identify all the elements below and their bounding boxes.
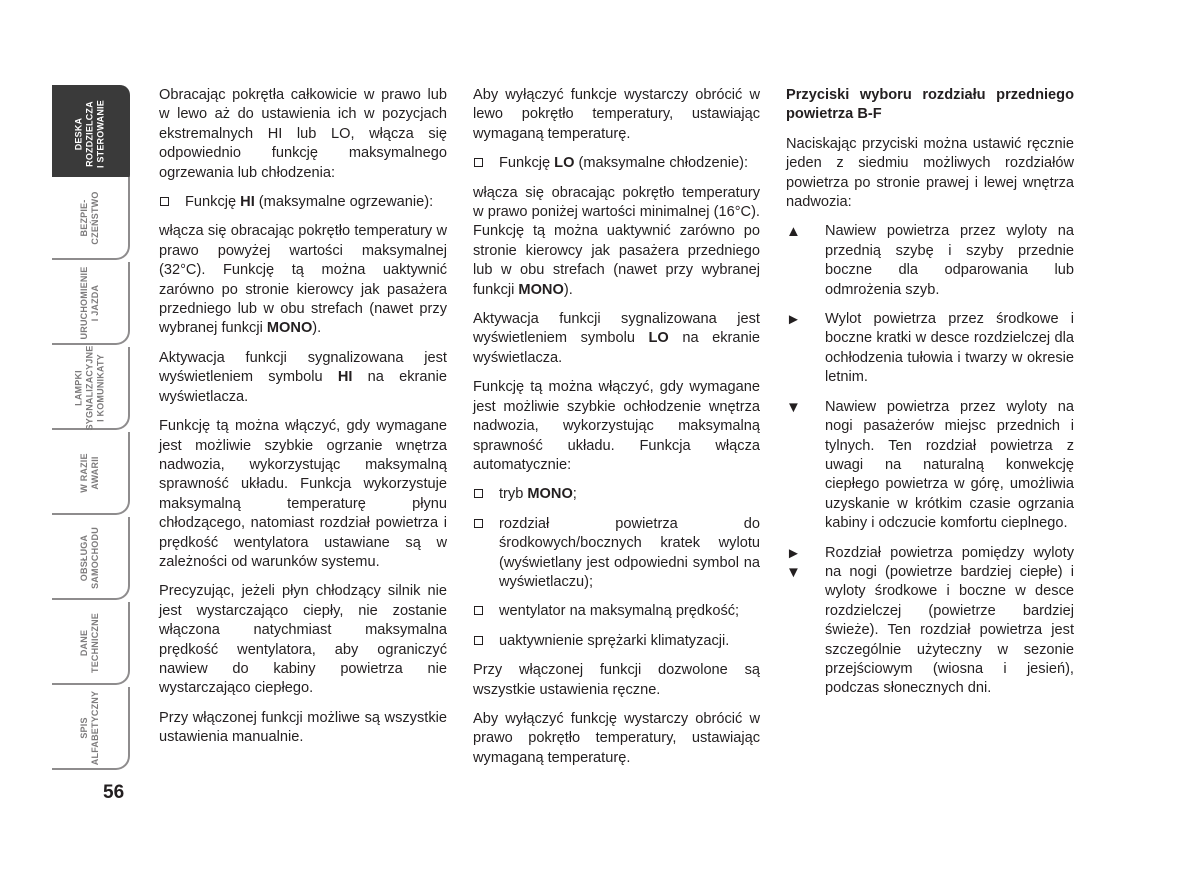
text: Aktywacja funkcji sygnalizowana jest wyświetleniem symbolu [159,349,447,386]
text: wentylator na maksymalną prędkość; [499,603,740,620]
text-column-3 [786,86,1074,709]
tab-deska-rozdzielcza[interactable] [52,85,130,185]
text: włącza się obracając pokrętło temperatury w prawo poniżej wartości minimalnej (16°C). Funkcję tą można uaktywnić zarówno po stronie kierowcy jak pasażera przedniego lub w obu strefach (nawet przy wybranej funkcji [473,184,760,298]
bullet-lo [473,154,760,173]
text: Nawiew powietrza przez wyloty na przednią szybę i szyby przednie boczne dla odparowania lub odmrożenia szyb. [825,223,1074,298]
text: ). [563,281,573,298]
text-column-2 [473,86,760,778]
tab-label-line: I KOMUNIKATY [95,353,106,422]
list-item [473,515,760,593]
tab-label-line: OBSŁUGA [79,534,89,581]
paragraph: Funkcję tą można włączyć, gdy wymagane jest możliwie szybkie ochłodzenie wnętrza nadwozia, wykorzystując maksymalną sprawność układu. Funkcja włącza automatycznie: [473,379,760,473]
text-column-1 [159,86,447,758]
tab-lampki-sygnalizacyjne[interactable] [52,347,130,430]
text: Rozdział powietrza pomiędzy wyloty na nogi (powietrze bardziej ciepłe) i wyloty środkowe i boczne w desce rozdzielczej (powietrze bardziej świeże). Ten rozdział powietrza jest szczególnie użyteczny w sezonie przejściowym (wiosna i jesień), podczas słonecznych dni. [825,544,1074,697]
bold-text: MONO [527,486,573,503]
bold-text: MONO [266,320,313,337]
list-item [786,310,1074,388]
checkbox-bullet-icon [474,636,483,645]
tab-label-line: I JAZDA [90,284,100,321]
chapter-tabs [52,85,132,775]
text: uaktywnienie sprężarki klimatyzacji. [499,632,730,649]
tab-label-line: CZEŃSTWO [90,190,100,245]
paragraph [159,349,447,407]
list-item [786,398,1074,534]
paragraph: Precyzując, jeżeli płyn chłodzący silnik nie jest wystarczająco ciepły, nie zostanie włączona natychmiast maksymalna prędkość wentylatora, aby ograniczyć nawiew do kabiny powietrza nie wystarczająco ciepłego. [159,583,447,697]
paragraph: Obracając pokrętła całkowicie w prawo lub w lewo aż do ustawienia ich w pozycjach ekstremalnych HI lub LO, włącza się odpowiednio funkcję maksymalnego ogrzewania lub chłodzenia: [159,87,447,181]
tab-label-line: SYGNALIZACYJNE [84,345,95,430]
paragraph: Naciskając przyciski można ustawić ręcznie jeden z siedmiu możliwych rozdziałów powietrza po stronie prawej i lewej wnętrza nadwozia: [786,135,1074,211]
tab-uruchomienie-i-jazda[interactable] [52,262,130,345]
section-heading: Przyciski wyboru rozdziału przedniego powietrza B-F [786,87,1074,123]
text: (maksymalne ogrzewanie): [254,194,434,211]
paragraph: Aby wyłączyć funkcje wystarczy obrócić w lewo pokrętło temperatury, ustawiając wymaganą temperaturę. [473,87,760,142]
tab-w-razie-awarii[interactable] [52,432,130,515]
tab-label-line: LAMPKI [73,369,84,406]
tab-obsluga-samochodu[interactable] [52,517,130,600]
list-item [473,485,760,504]
checkbox-bullet-icon [474,519,483,528]
tab-bezpieczenstwo[interactable] [52,177,130,260]
list-item [473,632,760,651]
text: tryb [499,486,528,503]
tab-label [74,95,107,173]
arrow-down-icon: ▼ [786,563,801,581]
tab-label-line: BEZPIE- [79,199,89,236]
arrow-right-icon: ► [786,311,801,329]
bullet-hi [159,193,447,212]
text: na ekranie wyświetlacza. [473,330,760,366]
paragraph: Przy włączonej funkcji możliwe są wszystkie ustawienia manualnie. [159,709,447,746]
tab-label [73,345,107,430]
bold-text: MONO [518,281,564,298]
checkbox-bullet-icon [474,158,483,167]
tab-label-line: AWARII [90,455,100,490]
list-item [786,544,1074,699]
bold-text: LO [648,330,669,347]
tab-label-line: ROZDZIELCZA [84,101,95,167]
arrow-right-icon: ► [786,544,801,562]
tab-label-line: DANE [79,629,89,656]
text: Wylot powietrza przez środkowe i boczne kratki w desce rozdzielczej dla ochłodzenia tułowia i twarzy w okresie letnim. [825,311,1074,386]
bold-text: HI [337,369,353,386]
bold-text: HI [240,194,255,211]
text: na ekranie wyświetlacza. [159,369,447,405]
tab-label-line: DESKA [73,117,84,151]
list-item [473,602,760,621]
text: Nawiew powietrza przez wyloty na nogi pasażerów miejsc przednich i tylnych. Ten rozdział powietrza z uwagi na naturalną konwekcję ciepłego powietrza w górę, umożliwia uzyskanie w krótkim czasie ogrzania kabiny i odczucie komfortu cieplnego. [825,398,1074,532]
paragraph: Funkcję tą można włączyć, gdy wymagane jest możliwie szybkie ogrzanie wnętrza nadwozia, wykorzystując maksymalną sprawność układu. Funkcja wykorzystuje maksymalną temperaturę płynu chłodzącego, natomiast rozdział powietrza i prędkość wentylatora ustawiane są w zależności od warunków systemu. [159,418,447,570]
paragraph [473,184,760,300]
paragraph [473,310,760,368]
text: rozdział powietrza do środkowych/bocznych kratek wylotu (wyświetlany jest odpowiedni symbol na wyświetlaczu); [499,515,760,590]
tab-label-line: SAMOCHODU [90,526,100,589]
checkbox-bullet-icon [474,489,483,498]
tab-label-line: TECHNICZNE [90,612,100,673]
text: włącza się obracając pokrętło temperatury w prawo powyżej wartości maksymalnej (32°C). Funkcję tą można uaktywnić zarówno po stronie kierowcy jak pasażera przedniego lub w obu strefach (nawet przy wybranej funkcji [159,223,447,337]
tab-label-line: I STEROWANIE [95,100,106,168]
tab-dane-techniczne[interactable] [52,602,130,685]
paragraph: Przy włączonej funkcji dozwolone są wszystkie ustawienia ręczne. [473,662,760,698]
tab-label-line: SPIS [79,716,89,739]
tab-label-line: W RAZIE [79,452,89,493]
list-item [786,222,1074,300]
text: ). [312,320,322,337]
tab-label [79,434,101,512]
tab-label-line: URUCHOMIENIE [79,266,89,339]
text: Aktywacja funkcji sygnalizowana jest wyświetleniem symbolu [473,311,760,347]
text: (maksymalne chłodzenie): [574,155,749,172]
page-number: 56 [103,782,125,803]
arrow-up-icon: ▲ [786,223,801,241]
text: ; [572,486,577,503]
tab-label [79,604,101,682]
paragraph: Aby wyłączyć funkcję wystarczy obrócić w prawo pokrętło temperatury, ustawiając wymaganą temperaturę. [473,710,760,766]
arrow-down-icon: ▼ [786,398,801,416]
tab-label-line: ALFABETYCZNY [90,690,100,765]
tab-spis-alfabetyczny[interactable] [52,687,130,770]
checkbox-bullet-icon [474,606,483,615]
tab-label [79,519,101,597]
tab-label [79,179,101,257]
tab-label [79,264,101,342]
text: Funkcję [499,155,555,172]
bold-text: LO [554,155,575,172]
paragraph [159,222,447,338]
text: Funkcję [185,194,241,211]
checkbox-bullet-icon [160,197,169,206]
tab-label [79,689,101,767]
